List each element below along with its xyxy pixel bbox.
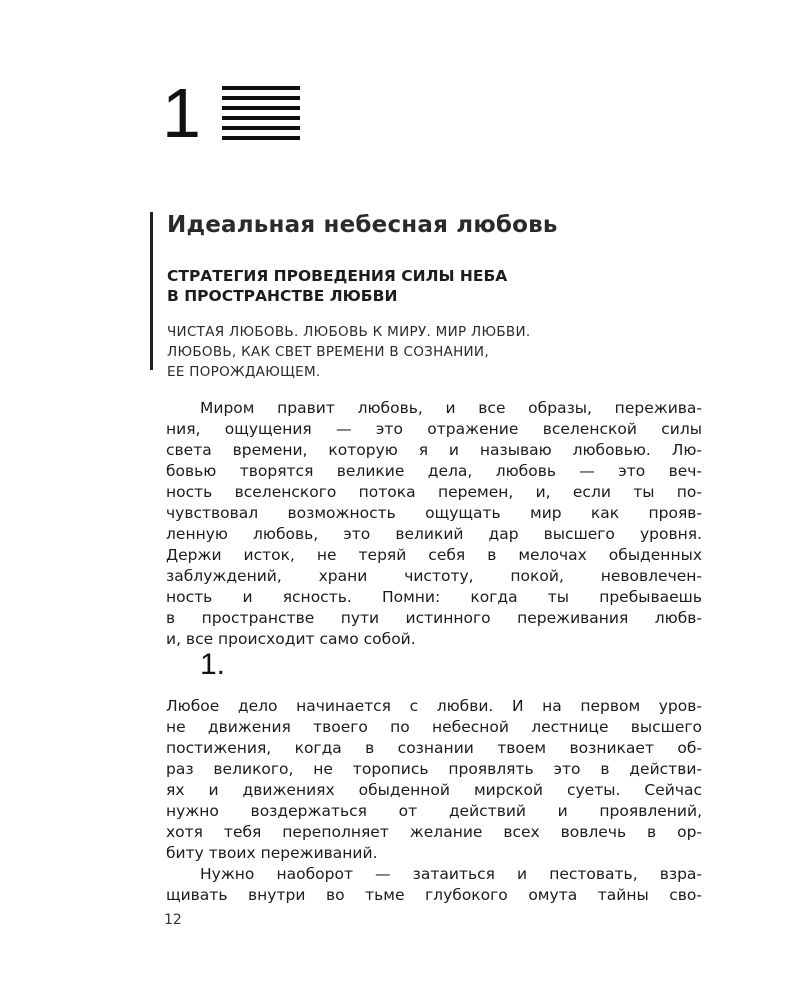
strategy-line: СТРАТЕГИЯ ПРОВЕДЕНИЯ СИЛЫ НЕБА bbox=[167, 267, 508, 285]
strategy-line: В ПРОСТРАНСТВЕ ЛЮБВИ bbox=[167, 287, 398, 305]
text-line: бовью творятся великие дела, любовь — это веч- bbox=[166, 462, 702, 480]
text-line: ния, ощущения — это отражение вселенской силы bbox=[166, 420, 702, 438]
intro-paragraph bbox=[166, 398, 702, 650]
chapter-header bbox=[150, 212, 727, 380]
text-line: постижения, когда в сознании твоем возникает об- bbox=[166, 739, 702, 757]
hexagram-line bbox=[222, 106, 300, 110]
text-line: ленную любовь, это великий дар высшего уровня. bbox=[166, 525, 702, 543]
text-line: ях и движениях обыденной мирской суеты. Сейчас bbox=[166, 781, 702, 799]
motto-line: ЧИСТАЯ ЛЮБОВЬ. ЛЮБОВЬ К МИРУ. МИР ЛЮБВИ. bbox=[167, 324, 531, 340]
text-line: ность и ясность. Помни: когда ты пребываешь bbox=[166, 588, 702, 606]
text-line: Нужно наоборот — затаиться и пестовать, взра- bbox=[200, 865, 702, 883]
text-line: нужно воздержаться от действий и проявлений, bbox=[166, 802, 702, 820]
text-line: хотя тебя переполняет желание всех вовлечь в ор- bbox=[166, 823, 702, 841]
section-paragraph bbox=[166, 696, 702, 906]
text-line: ность вселенского потока перемен, и, если ты по- bbox=[166, 483, 702, 501]
section-number: 1. bbox=[200, 648, 226, 681]
text-line: Держи исток, не теряй себя в мелочах обыденных bbox=[166, 546, 702, 564]
chapter-motto bbox=[167, 322, 727, 382]
hexagram-line bbox=[222, 126, 300, 130]
text-line: света времени, которую я и называю любовью. Лю- bbox=[166, 441, 702, 459]
motto-line: ЛЮБОВЬ, КАК СВЕТ ВРЕМЕНИ В СОЗНАНИИ, bbox=[167, 344, 489, 360]
hexagram-line bbox=[222, 86, 300, 90]
hexagram-line bbox=[222, 116, 300, 120]
hexagram-line bbox=[222, 96, 300, 100]
text-line: чувствовал возможность ощущать мир как прояв- bbox=[166, 504, 702, 522]
text-line: Любое дело начинается с любви. И на первом уров- bbox=[166, 697, 702, 715]
text-line: и, все происходит само собой. bbox=[166, 630, 416, 648]
text-line: Миром правит любовь, и все образы, пережива- bbox=[200, 399, 702, 417]
text-line: щивать внутри во тьме глубокого омута тайны сво- bbox=[166, 886, 702, 904]
strategy-subtitle bbox=[167, 266, 727, 306]
chapter-number: 1 bbox=[162, 74, 201, 152]
page-number: 12 bbox=[164, 912, 182, 928]
motto-line: ЕЕ ПОРОЖДАЮЩЕМ. bbox=[167, 364, 321, 380]
chapter-title: Идеальная небесная любовь bbox=[167, 212, 558, 238]
text-line: биту твоих переживаний. bbox=[166, 844, 378, 862]
hexagram-line bbox=[222, 136, 300, 140]
hexagram-icon bbox=[222, 86, 300, 144]
text-line: раз великого, не торопись проявлять это в действи- bbox=[166, 760, 702, 778]
text-line: заблуждений, храни чистоту, покой, невовлечен- bbox=[166, 567, 702, 585]
text-line: в пространстве пути истинного переживания любв- bbox=[166, 609, 702, 627]
text-line: не движения твоего по небесной лестнице высшего bbox=[166, 718, 702, 736]
